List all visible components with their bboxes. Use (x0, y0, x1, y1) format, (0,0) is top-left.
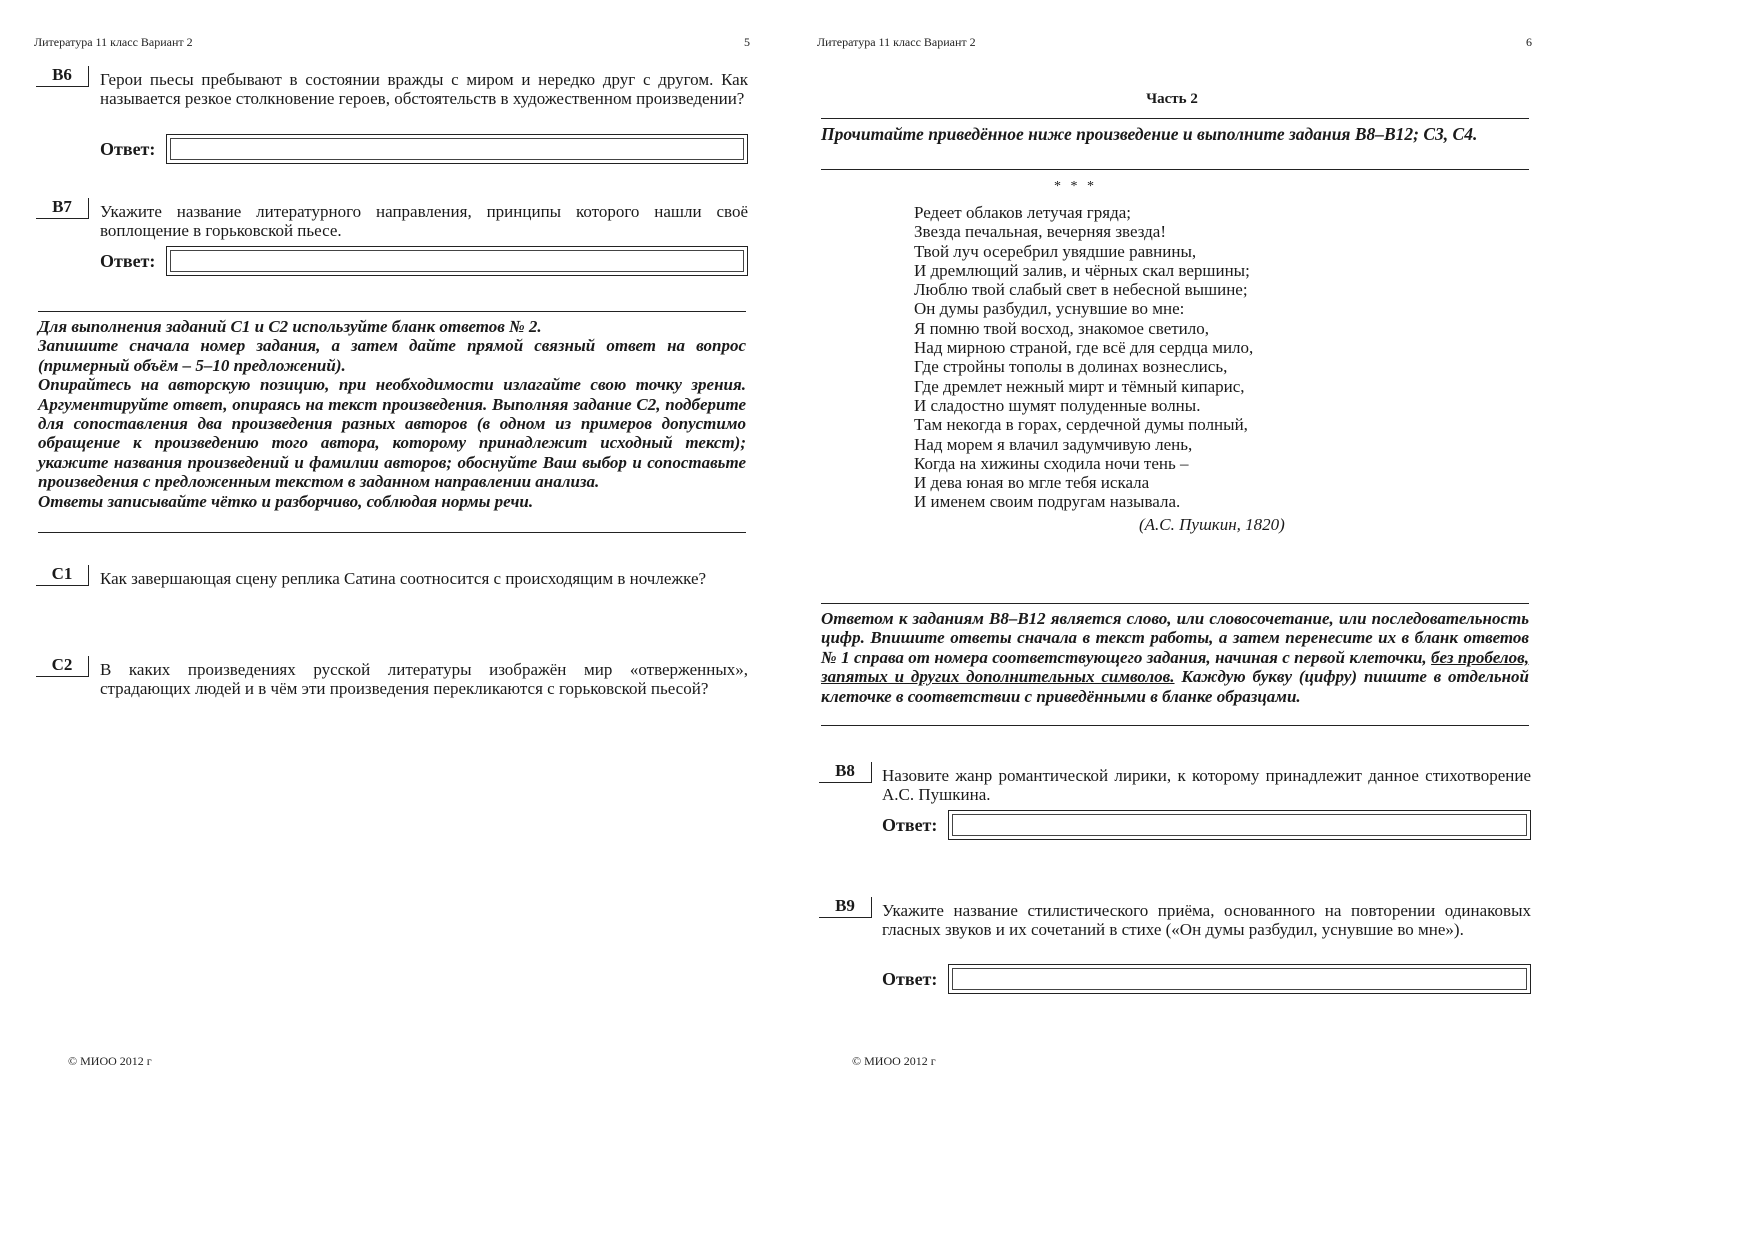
page-header: Литература 11 класс Вариант 2 (817, 35, 976, 49)
poem-line: Я помню твой восход, знакомое светило, (914, 318, 1209, 338)
answer-field-b9[interactable] (948, 964, 1531, 994)
answer-field-b8[interactable] (948, 810, 1531, 840)
task-b9 (819, 897, 1531, 1002)
answers-instruction (821, 603, 1529, 726)
answer-row-b6 (100, 134, 748, 166)
page-footer: © МИОО 2012 г (68, 1054, 152, 1068)
task-label-c1: C1 (36, 565, 89, 586)
task-text-b7: Укажите название литературного направления, принципы которого нашли своё воплощение в горьковской пьесе. (100, 202, 748, 240)
answer-field-b7[interactable] (166, 246, 748, 276)
instruction-paragraph: Ответы записывайте чётко и разборчиво, соблюдая нормы речи. (38, 491, 534, 511)
poem-line: Над морем я влачил задумчивую лень, (914, 434, 1193, 454)
page-number: 6 (1526, 35, 1532, 49)
poem-line: Звезда печальная, вечерняя звезда! (914, 222, 1167, 242)
part-instruction (821, 118, 1529, 170)
instruction-paragraph: Для выполнения заданий С1 и С2 используйте бланк ответов № 2. (38, 317, 542, 336)
task-label-b9: B9 (819, 897, 872, 918)
answer-row-b8 (882, 810, 1531, 842)
poem-text (914, 203, 1354, 512)
answers-instruction-part: Каждую букву (цифру) пишите в отдельной клеточке в соответствии с приведёнными в бланке образцами. (821, 667, 1529, 706)
answers-instruction-part: Ответом к заданиям В8–В12 является слово, или словосочетание, или последовательность цифр. Впишите ответы сначала в текст работы, а затем перенесите их в бланк ответов № 1 справа от номера соответствующего задания, начиная с первой клеточки, (821, 609, 1529, 667)
task-b8 (819, 762, 1531, 852)
task-c1 (36, 565, 748, 615)
poem-attribution: (А.С. Пушкин, 1820) (1139, 515, 1285, 534)
task-text-b9: Укажите название стилистического приёма, основанного на повторении одинаковых гласных звуков и их сочетаний в стихе («Он думы разбудил, уснувшие во мне»). (882, 901, 1531, 939)
answer-label: Ответ: (882, 969, 938, 989)
page-header: Литература 11 класс Вариант 2 (34, 35, 193, 49)
poem-line: Твой луч осеребрил увядшие равнины, (914, 241, 1197, 261)
page-number: 5 (744, 35, 750, 49)
poem-stars: * * * (1054, 179, 1097, 194)
task-c2 (36, 656, 748, 726)
poem-line: Над мирною страной, где всё для сердца мило, (914, 338, 1254, 358)
poem-line: Когда на хижины сходила ночи тень – (914, 453, 1189, 473)
answer-field-b6[interactable] (166, 134, 748, 164)
part-title: Часть 2 (1146, 91, 1198, 107)
task-label-b6: B6 (36, 66, 89, 87)
answer-label: Ответ: (100, 251, 156, 271)
left-page (0, 0, 784, 1105)
answers-instruction-underlined: без пробелов, запятых и других дополнительных символов. (821, 647, 1529, 687)
task-b7 (36, 198, 748, 288)
answer-row-b7 (100, 246, 748, 278)
poem-line: Там некогда в горах, сердечной думы полный, (914, 415, 1248, 435)
poem-line: И дева юная во мгле тебя искала (914, 473, 1150, 493)
instruction-paragraph: Опирайтесь на авторскую позицию, при необходимости излагайте свою точку зрения. Аргументируйте ответ, опираясь на текст произведения. Выполняя задание С2, подберите для сопоставления два произведения разных авторов (в одном из примеров допустимо обращение к произведению того автора, которому принадлежит исходный текст); укажите названия произведений и фамилии авторов; обоснуйте Ваш выбор и сопоставьте произведения с предложенным текстом в заданном направлении анализа. (38, 375, 746, 492)
right-page (784, 0, 1568, 1105)
answer-row-b9 (882, 964, 1531, 996)
task-label-b8: B8 (819, 762, 872, 783)
poem-line: Где стройны тополы в долинах вознеслись, (914, 357, 1228, 377)
page-footer: © МИОО 2012 г (852, 1054, 936, 1068)
answers-instruction-text (821, 609, 1529, 706)
poem-line: И дремлющий залив, и чёрных скал вершины; (914, 260, 1250, 280)
answer-label: Ответ: (100, 139, 156, 159)
instruction-paragraph: Запишите сначала номер задания, а затем дайте прямой связный ответ на вопрос (примерный объём – 5–10 предложений). (38, 336, 746, 375)
instruction-block-c (38, 311, 746, 533)
poem-line: Он думы разбудил, уснувшие во мне: (914, 299, 1185, 319)
answer-label: Ответ: (882, 815, 938, 835)
task-text-c1: Как завершающая сцену реплика Сатина соотносится с происходящим в ночлежке? (100, 569, 707, 588)
task-label-c2: C2 (36, 656, 89, 677)
poem-line: Где дремлет нежный мирт и тёмный кипарис, (914, 376, 1245, 396)
task-text-c2: В каких произведениях русской литературы изображён мир «отверженных», страдающих людей и в чём эти произведения перекликаются с горьковской пьесой? (100, 660, 748, 698)
poem-line: Редеет облаков летучая гряда; (914, 203, 1132, 222)
task-text-b6: Герои пьесы пребывают в состоянии вражды с миром и нередко друг с другом. Как называется резкое столкновение героев, обстоятельств в художественном произведении? (100, 70, 748, 108)
task-text-b8: Назовите жанр романтической лирики, к которому принадлежит данное стихотворение А.С. Пушкина. (882, 766, 1531, 804)
part-instruction-text: Прочитайте приведённое ниже произведение и выполните задания В8–В12; С3, С4. (821, 124, 1478, 144)
task-label-b7: B7 (36, 198, 89, 219)
poem-line: И именем своим подругам называла. (914, 492, 1181, 512)
poem-line: Люблю твой слабый свет в небесной вышине; (914, 280, 1248, 300)
poem-line: И сладостно шумят полуденные волны. (914, 395, 1201, 415)
task-b6 (36, 66, 748, 176)
